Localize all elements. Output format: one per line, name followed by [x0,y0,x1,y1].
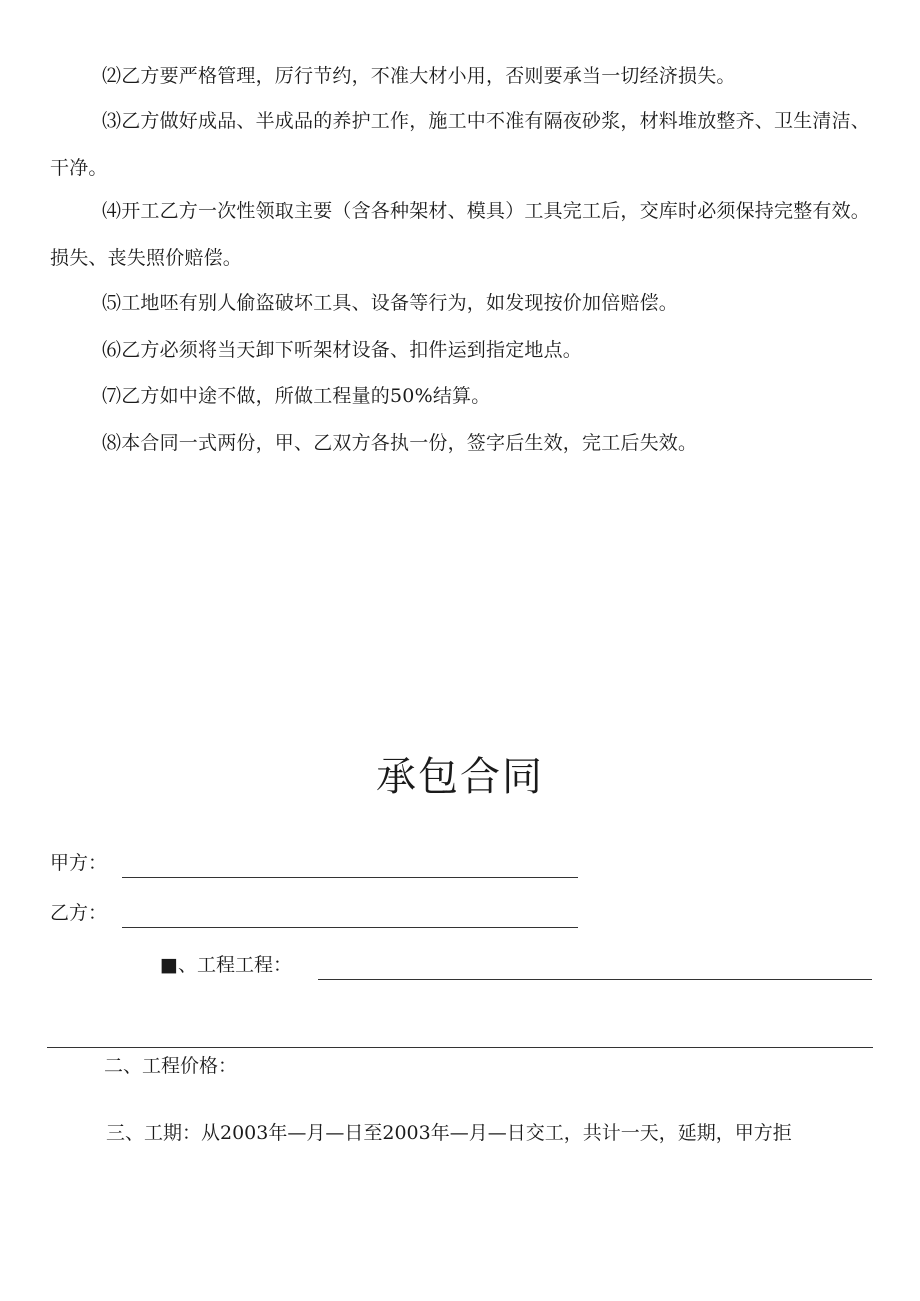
party-b-row [50,898,578,928]
section-1-field[interactable] [318,957,872,980]
section-2-label: 二、工程价格： [104,1055,238,1077]
section-3-text: 三、工期：从2003年—月—日至2003年—月—日交工，共计一天，延期，甲方拒 [106,1122,792,1144]
party-b-field[interactable] [122,905,578,928]
clause-8: ⑻本合同一式两份，甲、乙双方各执一份，签字后生效，完工后失效。 [102,432,698,454]
section-divider [47,1047,873,1048]
party-a-field[interactable] [122,855,578,878]
party-a-label: 甲方： [50,852,108,874]
clause-5: ⑸工地呸有别人偷盗破坏工具、设备等行为，如发现按价加倍赔偿。 [102,292,679,314]
party-b-label: 乙方： [50,902,108,924]
clause-7: ⑺乙方如中途不做，所做工程量的50%结算。 [102,385,491,407]
clause-3: ⑶乙方做好成品、半成品的养护工作，施工中不准有隔夜砂浆，材料堆放整齐、卫生清洁、干净。 [50,110,871,179]
section-1-label: ■、工程工程： [160,954,292,976]
clause-2: ⑵乙方要严格管理，厉行节约，不准大材小用，否则要承当一切经济损失。 [102,65,736,87]
section-1-row [160,950,872,980]
party-a-row [50,848,578,878]
contract-title: 承包合同 [376,754,544,800]
clause-6: ⑹乙方必须将当天卸下听架材设备、扣件运到指定地点。 [102,339,583,361]
clause-4: ⑷开工乙方一次性领取主要（含各种架材、模具）工具完工后，交库时必须保持完整有效。损失、丧失照价赔偿。 [50,200,871,269]
